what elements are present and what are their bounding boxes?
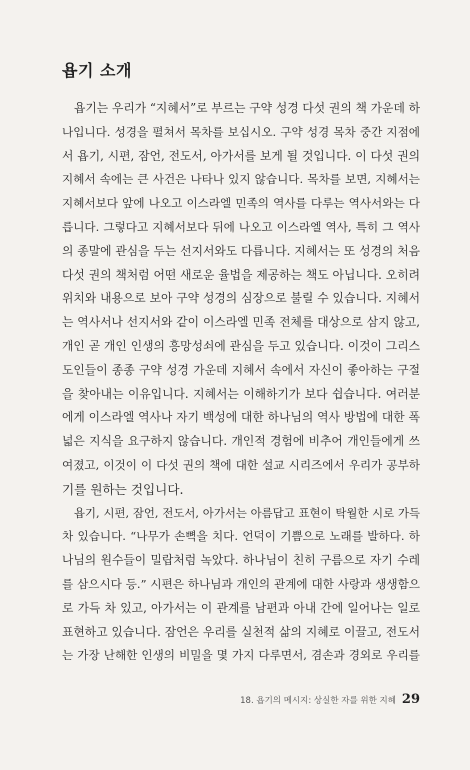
text-line: 여졌고, 이것이 이 다섯 권의 책에 대한 설교 시리즈에서 우리가 공부하: [62, 457, 420, 472]
text-line: 욥기는 우리가 “지혜서”로 부르는 구약 성경 다섯 권의 책 가운데 하: [74, 101, 420, 115]
text-line: 넓은 지식을 요구하지 않습니다. 개인적 경험에 비추어 개인들에게 쓰: [62, 434, 420, 449]
text-line: 나님의 원수들이 밀랍처럼 녹았다. 하나님이 친히 구름으로 자기 수레: [62, 553, 420, 568]
text-line: 는 역사서나 선지서와 같이 이스라엘 민족 전체를 대상으로 삼지 않고,: [62, 315, 420, 330]
text-line: 릅니다. 그렇다고 지혜서보다 뒤에 나오고 이스라엘 역사, 특히 그 역사: [62, 219, 420, 234]
text-line: 에게 이스라엘 역사나 자기 백성에 대한 하나님의 역사 방법에 대한 폭: [62, 410, 420, 425]
running-title: 18. 욥기의 메시지: 상실한 자를 위한 지혜: [240, 696, 396, 706]
text-line: 기를 원하는 것입니다.: [62, 481, 184, 497]
text-line: 을 찾아내는 이유입니다. 지혜서는 이해하기가 보다 쉽습니다. 여러분: [62, 386, 420, 401]
text-line: 지혜서 속에는 큰 사건은 나타나 있지 않습니다. 목차를 보면, 지혜서는: [62, 172, 420, 187]
page-number: 29: [401, 692, 420, 707]
page-footer: [240, 692, 420, 707]
text-line: 서 욥기, 시편, 잠언, 전도서, 아가서를 보게 될 것입니다. 이 다섯 권의: [62, 148, 420, 163]
text-line: 위치와 내용으로 보아 구약 성경의 심장으로 불릴 수 있습니다. 지혜서: [62, 291, 420, 306]
text-line: 표현하고 있습니다. 잠언은 우리를 실천적 삶의 지혜로 이끌고, 전도서: [62, 624, 420, 639]
paragraph-1: [62, 97, 420, 502]
text-line: 를 삼으시다 등.” 시편은 하나님과 개인의 관계에 대한 사랑과 생생함으: [62, 576, 420, 591]
text-line: 나입니다. 성경을 펼쳐서 목차를 보십시오. 구약 성경 목차 중간 지점에: [62, 124, 420, 139]
text-line: 의 종말에 관심을 두는 선지서와도 다릅니다. 지혜서는 또 성경의 처음: [62, 243, 420, 258]
page-heading: 욥기 소개: [62, 61, 132, 80]
text-line: 다섯 권의 책처럼 어떤 새로운 율법을 제공하는 책도 아닙니다. 오히려: [62, 267, 420, 282]
text-line: 지혜서보다 앞에 나오고 이스라엘 민족의 역사를 다루는 역사서와는 다: [62, 196, 420, 211]
body-text: [62, 97, 420, 668]
text-line: 차 있습니다. “나무가 손뼉을 치다. 언덕이 기쁨으로 노래를 발하다. 하: [62, 529, 420, 544]
text-line: 로 가득 차 있고, 아가서는 이 관계를 남편과 아내 간에 일어나는 일로: [62, 600, 420, 615]
text-line: 개인 곧 개인 인생의 흥망성쇠에 관심을 두고 있습니다. 이것이 그리스: [62, 338, 420, 353]
text-line: 는 가장 난해한 인생의 비밀을 몇 가지 다루면서, 겸손과 경외로 우리를: [62, 648, 420, 663]
text-line: 욥기, 시편, 잠언, 전도서, 아가서는 아름답고 표현이 탁월한 시로 가득: [74, 505, 420, 520]
text-line: 도인들이 종종 구약 성경 가운데 지혜서 속에서 자신이 좋아하는 구절: [62, 362, 420, 377]
paragraph-2: [62, 502, 420, 669]
